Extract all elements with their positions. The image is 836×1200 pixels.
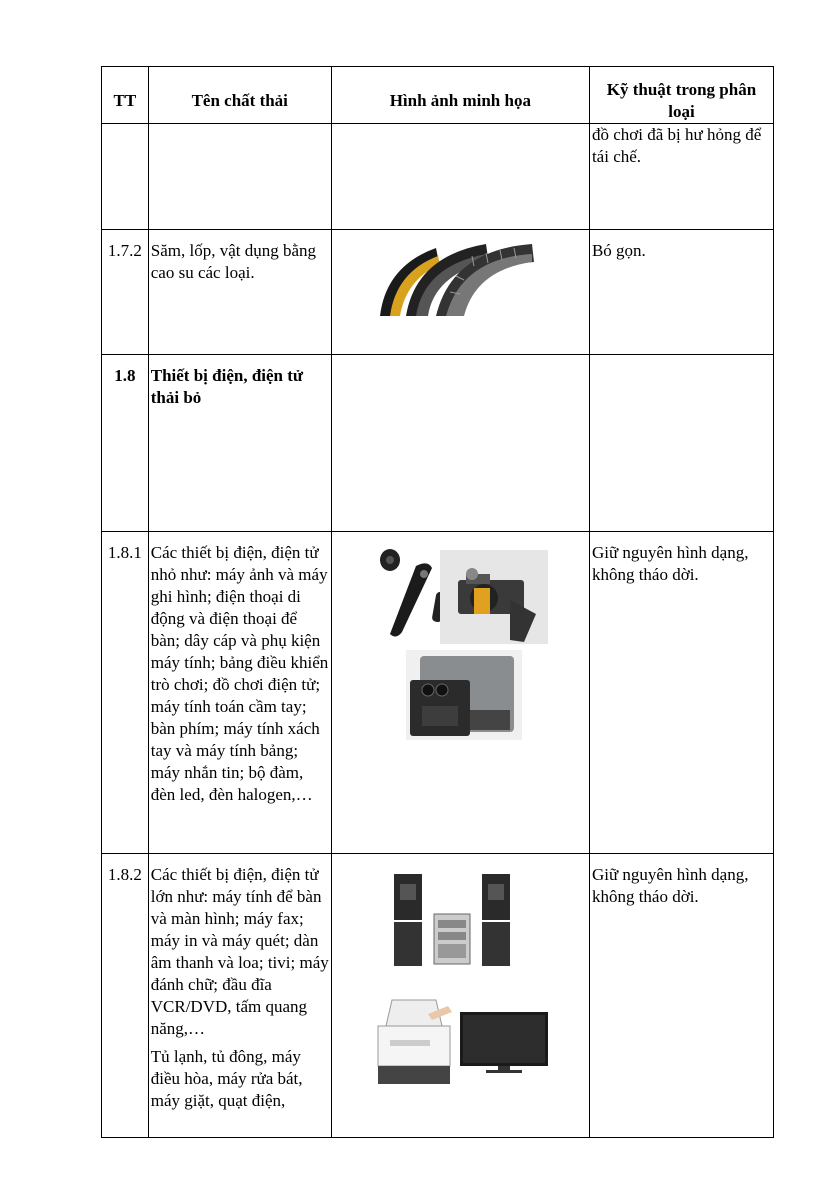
illustration-cell — [331, 355, 589, 532]
table-row — [102, 355, 774, 532]
waste-name: Săm, lốp, vật dụng bằng cao su các loại. — [148, 230, 331, 355]
row-number — [102, 124, 149, 230]
tires-image — [376, 236, 536, 320]
tv-image — [458, 1010, 550, 1074]
technique: đồ chơi đã bị hư hỏng để tái chế. — [589, 124, 773, 230]
illustration-cell — [331, 854, 589, 1138]
row-number: 1.8 — [102, 355, 149, 532]
table-header-row — [102, 67, 774, 124]
illustration-cell — [331, 532, 589, 854]
row-number: 1.8.2 — [102, 854, 149, 1138]
table-row — [102, 230, 774, 355]
waste-name — [148, 854, 331, 1138]
technique: Bó gọn. — [589, 230, 773, 355]
camera-image — [440, 550, 548, 644]
waste-name: Thiết bị điện, điện tử thải bỏ — [148, 355, 331, 532]
waste-name-extra: Tủ lạnh, tủ đông, máy điều hòa, máy rửa bát, máy giặt, quạt điện, — [150, 1047, 303, 1110]
row-number: 1.8.1 — [102, 532, 149, 854]
printer-image — [372, 996, 456, 1088]
header-illustration: Hình ảnh minh họa — [331, 67, 589, 124]
illustration-cell — [331, 124, 589, 230]
waste-name — [148, 124, 331, 230]
waste-classification-table — [101, 66, 774, 1138]
header-technique: Kỹ thuật trong phân loại — [589, 67, 773, 124]
illustration-cell — [331, 230, 589, 355]
waste-name: Các thiết bị điện, điện tử nhỏ như: máy ảnh và máy ghi hình; điện thoại di động và điện thoại để bàn; dây cáp và phụ kiện máy tính; bảng điều khiển trò chơi; đồ chơi điện tử; máy tính toán cầm tay; bàn phím; máy tính xách tay và máy tính bảng; máy nhắn tin; bộ đàm, đèn led, đèn halogen,… — [148, 532, 331, 854]
table-row — [102, 854, 774, 1138]
table-row — [102, 124, 774, 230]
technique: Giữ nguyên hình dạng, không tháo dời. — [589, 854, 773, 1138]
header-tt: TT — [102, 67, 149, 124]
row-number: 1.7.2 — [102, 230, 149, 355]
technique — [589, 355, 773, 532]
technique: Giữ nguyên hình dạng, không tháo dời. — [589, 532, 773, 854]
waste-name-main: Các thiết bị điện, điện tử lớn như: máy tính để bàn và màn hình; máy fax; máy in và máy quét; dàn âm thanh và loa; tivi; máy đánh chữ; đầu đĩa VCR/DVD, tấm quang năng,… — [150, 865, 329, 1038]
smartphone-image — [406, 650, 522, 740]
speaker-system-image — [392, 874, 512, 968]
header-waste-name: Tên chất thải — [148, 67, 331, 124]
table-row — [102, 532, 774, 854]
